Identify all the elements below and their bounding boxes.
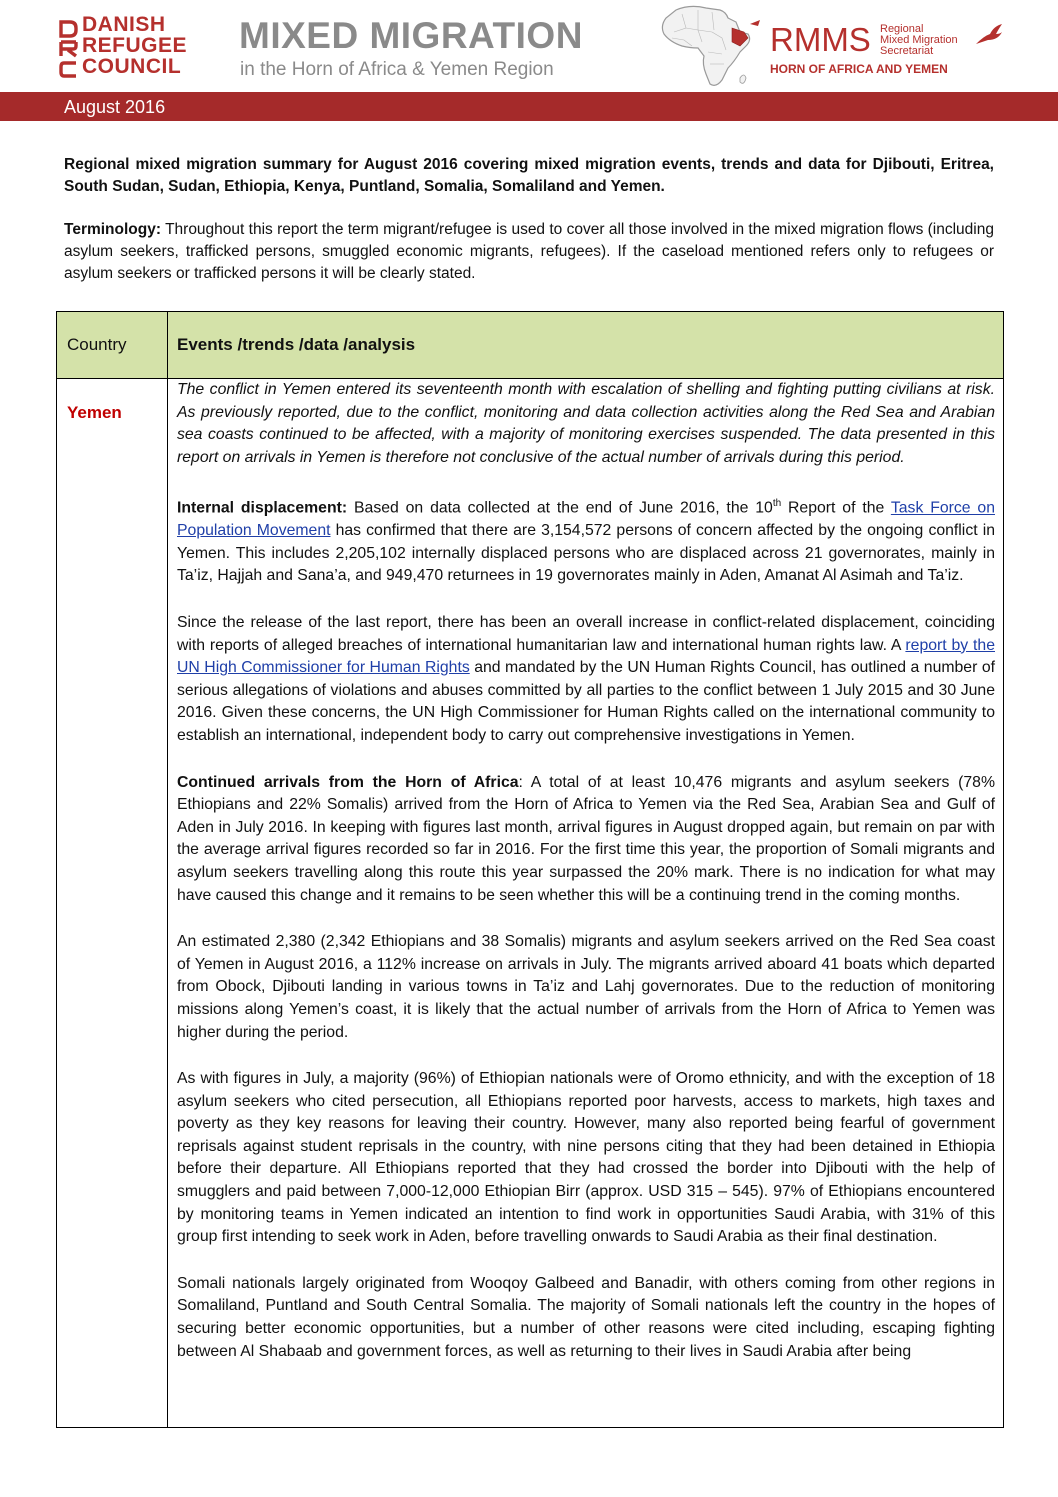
report-header xyxy=(0,0,1058,92)
drc-word-3: COUNCIL xyxy=(82,55,182,78)
rmms-secretariat-label xyxy=(880,24,958,57)
internal-displacement-label: Internal displacement: xyxy=(177,499,348,517)
drc-wordmark xyxy=(82,14,187,77)
intro-section xyxy=(64,154,994,306)
red-sea-arrivals-paragraph: An estimated 2,380 (2,342 Ethiopians and 38 Somalis) migrants and asylum seekers arrived on the Red Sea coast of Yemen in August 2016, a 112% increase on arrivals in July. The migrants arrived aboard 41 boats which departed from Obock, Djibouti landing in various towns in Ta’iz and Lahj governorates. Due to the reduction of monitoring missions along Yemen’s coast, it is likely that the actual number of arrivals from the Horn of Africa to Yemen was higher during the period. xyxy=(177,933,995,1041)
displacement-increase-text-a: Since the release of the last report, there has been an overall increase in conflict-related displacement, coinciding with reports of alleged breaches of international humanitarian law and international human rights law. A xyxy=(177,614,995,654)
task-force-link[interactable]: Task Force on Population Movement xyxy=(177,499,995,540)
drc-word-1: DANISH xyxy=(82,13,166,36)
terminology-paragraph xyxy=(64,219,994,285)
column-divider xyxy=(167,312,168,1428)
rmms-regional-line-2: Mixed Migration xyxy=(880,34,958,46)
drc-word-2: REFUGEE xyxy=(82,34,188,57)
arrivals-label: Continued arrivals from the Horn of Africa xyxy=(177,773,519,791)
events-cell xyxy=(177,379,995,1387)
arrivals-text: : A total of at least 10,476 migrants and asylum seekers (78% Ethiopians and 22% Somalis) arrived from the Horn of Africa to Yemen via the Red Sea, Arabian Sea and Gulf of Aden in July 2016. In keeping with figures last month, arrival figures in August dropped again, but remain on par with the average arrival figures recorded so far in 2016. For the first time this year, the proportion of Somali migrants and asylum seekers travelling along this route this year surpassed the 20% mark. There is no indication for what may have caused this change and it remains to be seen whether this will be a continuing trend in the coming months. xyxy=(177,773,995,904)
ordinal-suffix: th xyxy=(772,498,782,510)
unhchr-report-link[interactable]: report by the UN High Commissioner for Human Rights xyxy=(177,636,995,677)
internal-displacement-text-b: Report of the xyxy=(781,499,891,517)
terminology-label: Terminology: xyxy=(64,221,162,238)
rmms-wordmark: RMMS xyxy=(770,21,871,58)
africa-map-icon xyxy=(652,2,764,90)
column-header-events: Events /trends /data /analysis xyxy=(177,335,416,354)
arrivals-paragraph xyxy=(177,772,995,908)
column-header-country: Country xyxy=(67,335,127,354)
summary-paragraph: Regional mixed migration summary for August 2016 covering mixed migration events, trends and data for Djibouti, Eritrea, South Sudan, Sudan, Ethiopia, Kenya, Puntland, Somalia, Somaliland and Yemen. xyxy=(64,156,994,195)
report-date: August 2016 xyxy=(64,97,166,117)
somali-nationals-paragraph: Somali nationals largely originated from Wooqoy Galbeed and Banadir, with others coming from other regions in Somaliland, Puntland and South Central Somalia. The majority of Somali nationals left the country in the hopes of securing better economic opportunities, but a number of other reasons were cited including, escaping fighting between Al Shabaab and government forces, as well as returning to their lives in Saudi Arabia after being xyxy=(177,1274,995,1360)
country-cell: Yemen xyxy=(67,403,122,422)
bird-icon xyxy=(974,22,1004,48)
drc-logo xyxy=(58,14,198,82)
terminology-text: Throughout this report the term migrant/refugee is used to cover all those involved in the mixed migration flows (including asylum seekers, trafficked persons, smuggled economic migrants, refugees). If the caseload mentioned refers only to refugees or asylum seekers or trafficked persons it will be clearly stated. xyxy=(64,221,994,282)
publication-title: MIXED MIGRATION xyxy=(239,15,583,56)
events-table xyxy=(56,311,1004,1428)
rmms-logo xyxy=(770,20,1020,84)
internal-displacement-text-a: Based on data collected at the end of June 2016, the 10 xyxy=(347,499,773,517)
displacement-increase-paragraph xyxy=(177,612,995,748)
internal-displacement-text-c: has confirmed that there are 3,154,572 persons of concern affected by the ongoing conflict in Yemen. This includes 2,205,102 internally displaced persons who are displaced across 21 governorates, mainly in Ta’iz, Hajjah and Sana’a, and 949,470 returnees in 19 governorates mainly in Aden, Amanat Al Asimah and Ta’iz. xyxy=(177,522,995,585)
ethiopian-nationals-paragraph: As with figures in July, a majority (96%) of Ethiopian nationals were of Oromo ethnicity, and with the exception of 18 asylum seekers who cited persecution, all Ethiopians reported poor harvests, access to markets, high taxes and poverty as they key reasons for leaving their country. However, many also reported being fearful of government reprisals against student reprisals in the country, with nine persons citing that they had been detained in Ethiopia before their departure. All Ethiopians reported that they had crossed the border into Djibouti with the help of smugglers and paid between 7,000-12,000 Ethiopian Birr (approx. USD 315 – 545). 97% of Ethiopians encountered by monitoring teams in Yemen indicated an intention to find work in opportunities Saudi Arabia, with 31% of this group first intending to seek work in Aden, before travelling onwards to Saudi Arabia as their final destination. xyxy=(177,1070,995,1246)
drc-abbr xyxy=(58,16,78,78)
date-banner xyxy=(0,92,1058,121)
rmms-regional-line-1: Regional xyxy=(880,23,924,35)
internal-displacement-paragraph xyxy=(177,493,995,588)
conflict-paragraph: The conflict in Yemen entered its seventeenth month with escalation of shelling and fighting putting civilians at risk. As previously reported, due to the conflict, monitoring and data collection activities along the Red Sea and Arabian sea coasts continued to be affected, with a majority of monitoring exercises suspended. The data presented in this report on arrivals in Yemen is therefore not conclusive of the actual number of arrivals during this period. xyxy=(177,381,995,466)
rmms-regional-line-3: Secretariat xyxy=(880,45,934,57)
publication-subtitle: in the Horn of Africa & Yemen Region xyxy=(240,59,554,80)
displacement-increase-text-b: and mandated by the UN Human Rights Council, has outlined a number of serious allegations of violations and abuses committed by all parties to the conflict between 1 July 2015 and 30 June 2016. Given these concerns, the UN High Commissioner for Human Rights called on the international community to establish an international, independent body to carry out comprehensive investigations in Yemen. xyxy=(177,659,996,744)
table-header-row xyxy=(57,312,1003,379)
rmms-region-label: HORN OF AFRICA AND YEMEN xyxy=(770,62,948,76)
